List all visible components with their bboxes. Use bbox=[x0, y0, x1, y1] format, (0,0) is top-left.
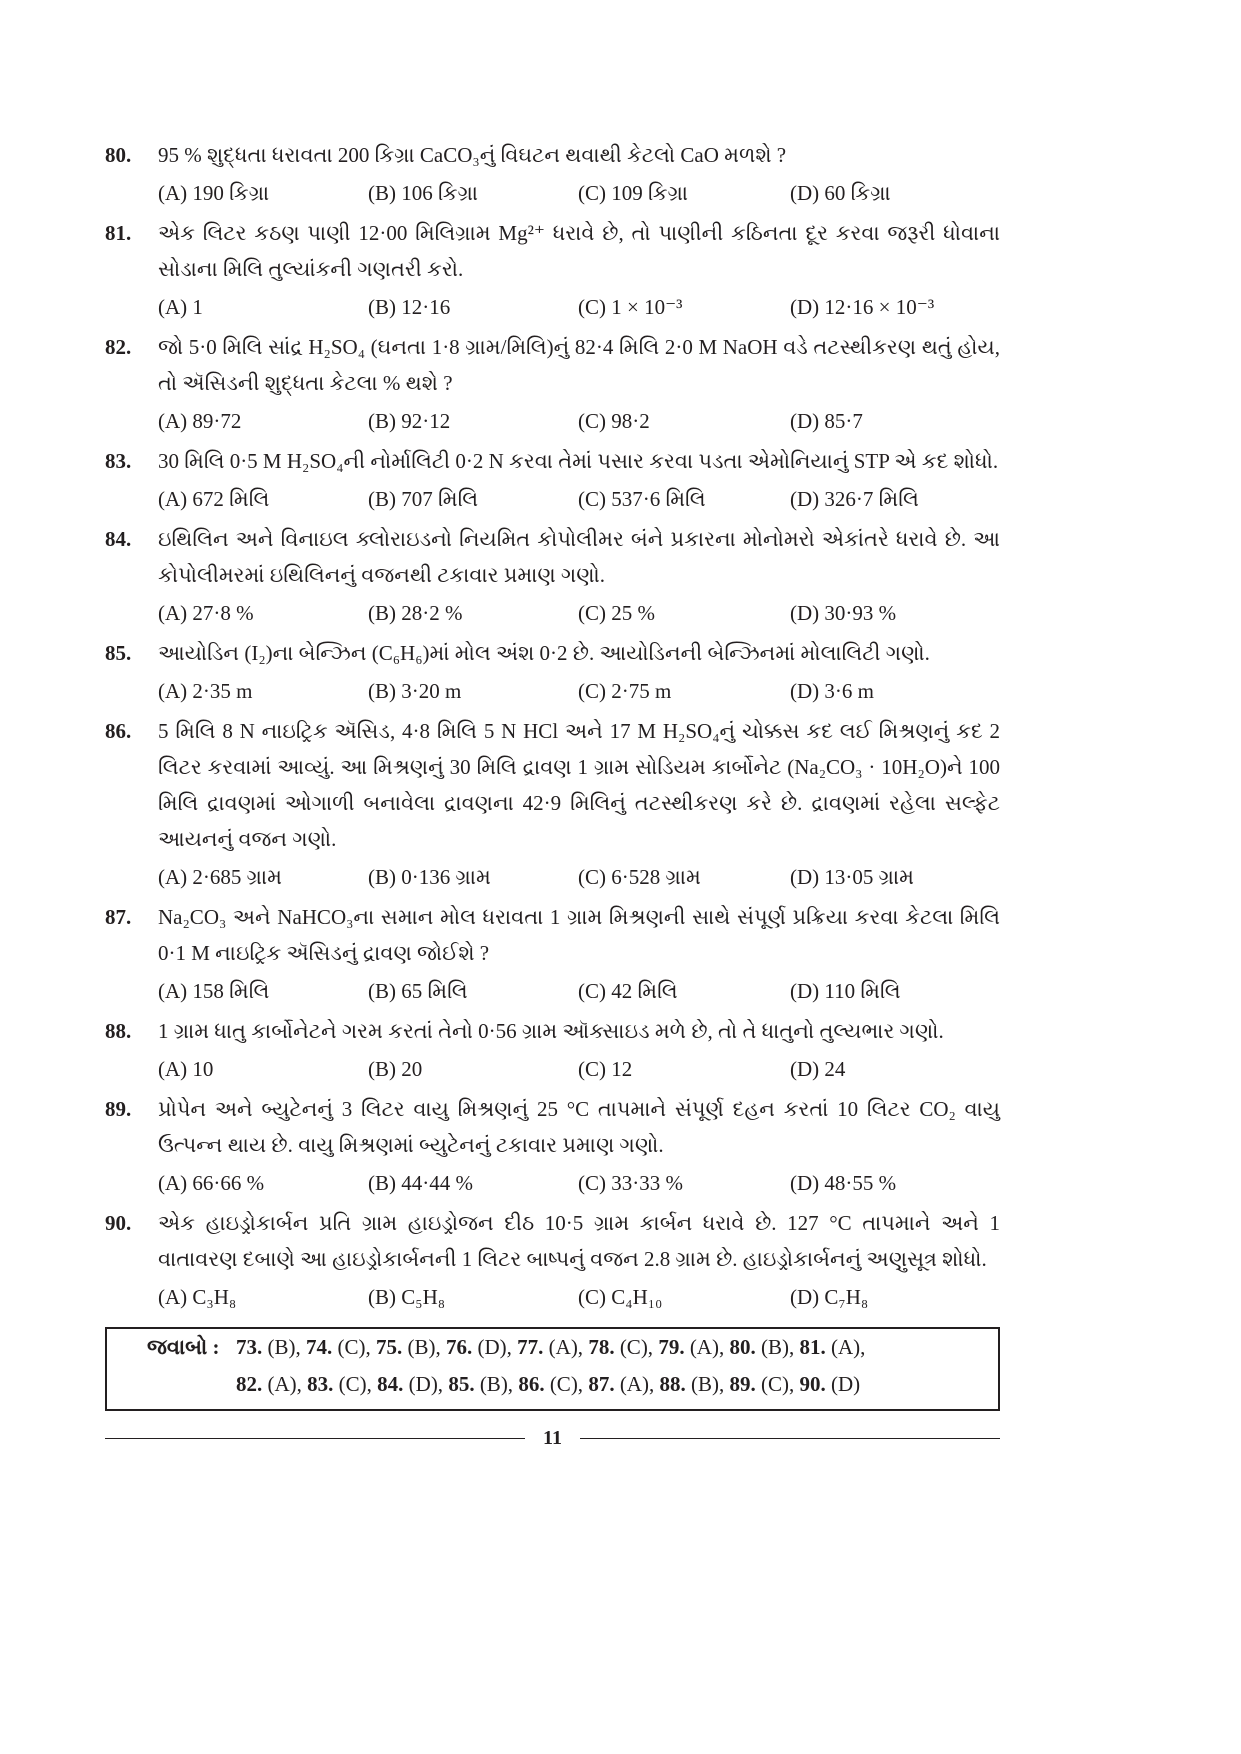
option-c: (C) 25 % bbox=[578, 601, 655, 625]
option-c: (C) 98·2 bbox=[578, 409, 650, 433]
answer-item bbox=[236, 1372, 302, 1396]
option-d: (D) 60 કિગ્રા bbox=[790, 181, 891, 205]
option-b: (B) 707 મિલિ bbox=[368, 487, 479, 511]
options-row bbox=[158, 1279, 1000, 1315]
answer-key-box bbox=[105, 1327, 1000, 1411]
question-85 bbox=[105, 635, 1000, 709]
options-row bbox=[158, 1165, 1000, 1201]
option-a: (A) 89·72 bbox=[158, 409, 242, 433]
question-90 bbox=[105, 1205, 1000, 1315]
answer-item bbox=[517, 1335, 583, 1359]
option-a: (A) 672 મિલિ bbox=[158, 487, 270, 511]
options-row bbox=[158, 673, 1000, 709]
question-86 bbox=[105, 713, 1000, 895]
option-a: (A) 66·66 % bbox=[158, 1171, 265, 1195]
question-82 bbox=[105, 329, 1000, 439]
question-text: 30 મિલિ 0·5 M H₂SO₄ની નોર્માલિટી 0·2 N કરવા તેમાં પસાર કરવા પડતા એમોનિયાનું STP એ કદ શોધો. bbox=[158, 449, 999, 473]
question-text: આયોડિન (I₂)ના બેન્ઝિન (C₆H₆)માં મોલ અંશ 0·2 છે. આયોડિનની બેન્ઝિનમાં મોલાલિટી ગણો. bbox=[158, 641, 930, 665]
answer-item bbox=[307, 1372, 372, 1396]
answer-number: 73. bbox=[236, 1335, 263, 1359]
answer-choice: (B), bbox=[479, 1372, 514, 1396]
answer-choice: (A), bbox=[830, 1335, 866, 1359]
answer-choice: (C), bbox=[619, 1335, 654, 1359]
option-b: (B) 28·2 % bbox=[368, 601, 463, 625]
answer-line bbox=[236, 1329, 988, 1366]
question-number: 86. bbox=[105, 719, 132, 743]
answer-item bbox=[659, 1372, 724, 1396]
answer-number: 75. bbox=[376, 1335, 403, 1359]
option-c: (C) 109 કિગ્રા bbox=[578, 181, 689, 205]
options-row bbox=[158, 403, 1000, 439]
option-c: (C) 6·528 ગ્રામ bbox=[578, 865, 701, 889]
option-a: (A) 1 bbox=[158, 295, 203, 319]
option-a: (A) 2·35 m bbox=[158, 679, 253, 703]
question-87 bbox=[105, 899, 1000, 1009]
answer-item bbox=[236, 1335, 301, 1359]
answer-item bbox=[729, 1372, 794, 1396]
footer-rule-left bbox=[105, 1438, 525, 1439]
options-row bbox=[158, 175, 1000, 211]
question-number: 87. bbox=[105, 905, 132, 929]
answer-item bbox=[306, 1335, 371, 1359]
option-c: (C) 537·6 મિલિ bbox=[578, 487, 706, 511]
answer-number: 84. bbox=[377, 1372, 404, 1396]
option-d: (D) 110 મિલિ bbox=[790, 979, 901, 1003]
question-text: Na₂CO₃ અને NaHCO₃ના સમાન મોલ ધરાવતા 1 ગ્રામ મિશ્રણની સાથે સંપૂર્ણ પ્રક્રિયા કરવા કેટલા મિલિ 0·1 M નાઇટ્રિક ઍસિડનું દ્રાવણ જોઈશે ? bbox=[158, 905, 1000, 965]
footer-rule-right bbox=[580, 1438, 1000, 1439]
option-b: (B) 106 કિગ્રા bbox=[368, 181, 479, 205]
question-number: 81. bbox=[105, 221, 132, 245]
question-text: જો 5·0 મિલિ સાંદ્ર H₂SO₄ (ઘનતા 1·8 ગ્રામ/મિલિ)નું 82·4 મિલિ 2·0 M NaOH વડે તટસ્થીકરણ થતું હોય, તો ઍસિડની શુદ્ધતા કેટલા % થશે ? bbox=[158, 335, 1000, 395]
question-number: 82. bbox=[105, 335, 132, 359]
option-d: (D) 13·05 ગ્રામ bbox=[790, 865, 914, 889]
answer-item bbox=[588, 1335, 653, 1359]
answer-item bbox=[799, 1335, 865, 1359]
options-row bbox=[158, 595, 1000, 631]
answer-number: 87. bbox=[588, 1372, 615, 1396]
question-text: એક લિટર કઠણ પાણી 12·00 મિલિગ્રામ Mg²⁺ ધરાવે છે, તો પાણીની કઠિનતા દૂર કરવા જરૂરી ધોવાના સોડાના મિલિ તુલ્યાંકની ગણતરી કરો. bbox=[158, 221, 1000, 281]
answer-choice: (A), bbox=[619, 1372, 655, 1396]
answer-choice: (D), bbox=[477, 1335, 512, 1359]
question-number: 90. bbox=[105, 1211, 132, 1235]
answer-number: 77. bbox=[517, 1335, 544, 1359]
option-b: (B) 92·12 bbox=[368, 409, 451, 433]
answer-item bbox=[658, 1335, 724, 1359]
options-row bbox=[158, 859, 1000, 895]
answer-number: 78. bbox=[588, 1335, 615, 1359]
answer-choice: (C), bbox=[337, 1335, 371, 1359]
answer-item bbox=[729, 1335, 794, 1359]
option-a: (A) 158 મિલિ bbox=[158, 979, 270, 1003]
answer-item bbox=[448, 1372, 513, 1396]
question-text: પ્રોપેન અને બ્યુટેનનું 3 લિટર વાયુ મિશ્રણનું 25 °C તાપમાને સંપૂર્ણ દહન કરતાં 10 લિટર CO₂ વાયુ ઉત્પન્ન થાય છે. વાયુ મિશ્રણમાં બ્યુટેનનું ટકાવાર પ્રમાણ ગણો. bbox=[158, 1097, 1000, 1157]
option-d: (D) 30·93 % bbox=[790, 601, 897, 625]
answer-choice: (D), bbox=[408, 1372, 444, 1396]
question-text: ઇથિલિન અને વિનાઇલ ક્લોરાઇડનો નિયમિત કોપોલીમર બંને પ્રકારના મોનોમરો એકાંતરે ધરાવે છે. આ કોપોલીમરમાં ઇથિલિનનું વજનથી ટકાવાર પ્રમાણ ગણો. bbox=[158, 527, 1000, 587]
answer-choice: (A), bbox=[548, 1335, 584, 1359]
answer-number: 82. bbox=[236, 1372, 263, 1396]
option-a: (A) 190 કિગ્રા bbox=[158, 181, 270, 205]
option-c: (C) 33·33 % bbox=[578, 1171, 683, 1195]
option-b: (B) 65 મિલિ bbox=[368, 979, 468, 1003]
question-text: 5 મિલિ 8 N નાઇટ્રિક ઍસિડ, 4·8 મિલિ 5 N HCl અને 17 M H₂SO₄નું ચોક્કસ કદ લઈ મિશ્રણનું કદ 2 લિટર કરવામાં આવ્યું. આ મિશ્રણનું 30 મિલિ દ્રાવણ 1 ગ્રામ સોડિયમ કાર્બોનેટ (Na₂CO₃ · 10H₂O)ને 100 મિલિ દ્રાવણમાં ઓગાળી બનાવેલા દ્રાવણના 42·9 મિલિનું તટસ્થીકરણ કરે છે. દ્રાવણમાં રહેલા સલ્ફેટ આયનનું વજન ગણો. bbox=[158, 719, 1000, 851]
option-c: (C) 2·75 m bbox=[578, 679, 672, 703]
question-84 bbox=[105, 521, 1000, 631]
answer-key-list bbox=[236, 1329, 988, 1403]
question-number: 80. bbox=[105, 143, 132, 167]
option-a: (A) C₃H₈ bbox=[158, 1285, 237, 1309]
option-b: (B) 0·136 ગ્રામ bbox=[368, 865, 491, 889]
answer-item bbox=[376, 1335, 441, 1359]
option-b: (B) 20 bbox=[368, 1057, 423, 1081]
answer-choice: (B), bbox=[690, 1372, 725, 1396]
answer-number: 90. bbox=[799, 1372, 826, 1396]
option-d: (D) 24 bbox=[790, 1057, 846, 1081]
question-text: 1 ગ્રામ ધાતુ કાર્બોનેટને ગરમ કરતાં તેનો 0·56 ગ્રામ ઑક્સાઇડ મળે છે, તો તે ધાતુનો તુલ્યભાર ગણો. bbox=[158, 1019, 944, 1043]
answer-number: 76. bbox=[446, 1335, 473, 1359]
answer-choice: (C), bbox=[760, 1372, 795, 1396]
option-c: (C) 1 × 10⁻³ bbox=[578, 295, 683, 319]
question-83 bbox=[105, 443, 1000, 517]
question-number: 84. bbox=[105, 527, 132, 551]
option-c: (C) C₄H₁₀ bbox=[578, 1285, 663, 1309]
answer-item bbox=[518, 1372, 583, 1396]
option-b: (B) 3·20 m bbox=[368, 679, 462, 703]
page-footer bbox=[105, 1423, 1000, 1453]
answer-number: 79. bbox=[658, 1335, 685, 1359]
answer-choice: (B), bbox=[267, 1335, 301, 1359]
option-c: (C) 42 મિલિ bbox=[578, 979, 678, 1003]
options-row bbox=[158, 973, 1000, 1009]
answer-number: 88. bbox=[659, 1372, 686, 1396]
question-text: એક હાઇડ્રોકાર્બન પ્રતિ ગ્રામ હાઇડ્રોજન દીઠ 10·5 ગ્રામ કાર્બન ધરાવે છે. 127 °C તાપમાને અને 1 વાતાવરણ દબાણે આ હાઇડ્રોકાર્બનની 1 લિટર બાષ્પનું વજન 2.8 ગ્રામ છે. હાઇડ્રોકાર્બનનું અણુસૂત્ર શોધો. bbox=[158, 1211, 1000, 1271]
question-89 bbox=[105, 1091, 1000, 1201]
option-b: (B) 12·16 bbox=[368, 295, 451, 319]
option-b: (B) C₅H₈ bbox=[368, 1285, 446, 1309]
answer-number: 89. bbox=[729, 1372, 756, 1396]
answer-number: 86. bbox=[518, 1372, 545, 1396]
option-a: (A) 10 bbox=[158, 1057, 214, 1081]
option-d: (D) C₇H₈ bbox=[790, 1285, 869, 1309]
question-text: 95 % શુદ્ધતા ધરાવતા 200 કિગ્રા CaCO₃નું વિઘટન થવાથી કેટલો CaO મળશે ? bbox=[158, 143, 787, 167]
answer-item bbox=[446, 1335, 512, 1359]
answer-choice: (A), bbox=[267, 1372, 302, 1396]
question-88 bbox=[105, 1013, 1000, 1087]
answer-line bbox=[236, 1366, 988, 1403]
question-number: 83. bbox=[105, 449, 132, 473]
question-81 bbox=[105, 215, 1000, 325]
option-b: (B) 44·44 % bbox=[368, 1171, 473, 1195]
option-a: (A) 27·8 % bbox=[158, 601, 254, 625]
answer-choice: (B), bbox=[407, 1335, 441, 1359]
answer-number: 74. bbox=[306, 1335, 333, 1359]
option-a: (A) 2·685 ગ્રામ bbox=[158, 865, 282, 889]
answer-number: 83. bbox=[307, 1372, 334, 1396]
answer-number: 85. bbox=[448, 1372, 475, 1396]
answer-number: 80. bbox=[729, 1335, 756, 1359]
page-number: 11 bbox=[543, 1427, 562, 1449]
answer-choice: (D) bbox=[830, 1372, 861, 1396]
answer-number: 81. bbox=[799, 1335, 826, 1359]
answer-choice: (C), bbox=[338, 1372, 372, 1396]
question-page bbox=[105, 137, 1000, 1453]
answer-choice: (A), bbox=[689, 1335, 725, 1359]
option-d: (D) 12·16 × 10⁻³ bbox=[790, 295, 935, 319]
question-number: 88. bbox=[105, 1019, 132, 1043]
option-d: (D) 85·7 bbox=[790, 409, 863, 433]
answer-item bbox=[588, 1372, 654, 1396]
question-number: 89. bbox=[105, 1097, 132, 1121]
answer-key-label: જવાબો : bbox=[147, 1335, 220, 1359]
answer-choice: (B), bbox=[760, 1335, 795, 1359]
option-d: (D) 48·55 % bbox=[790, 1171, 897, 1195]
option-c: (C) 12 bbox=[578, 1057, 633, 1081]
answer-item bbox=[377, 1372, 443, 1396]
options-row bbox=[158, 1051, 1000, 1087]
option-d: (D) 326·7 મિલિ bbox=[790, 487, 919, 511]
options-row bbox=[158, 289, 1000, 325]
option-d: (D) 3·6 m bbox=[790, 679, 874, 703]
answer-item bbox=[799, 1372, 860, 1396]
question-80 bbox=[105, 137, 1000, 211]
answer-choice: (C), bbox=[549, 1372, 584, 1396]
question-number: 85. bbox=[105, 641, 132, 665]
options-row bbox=[158, 481, 1000, 517]
